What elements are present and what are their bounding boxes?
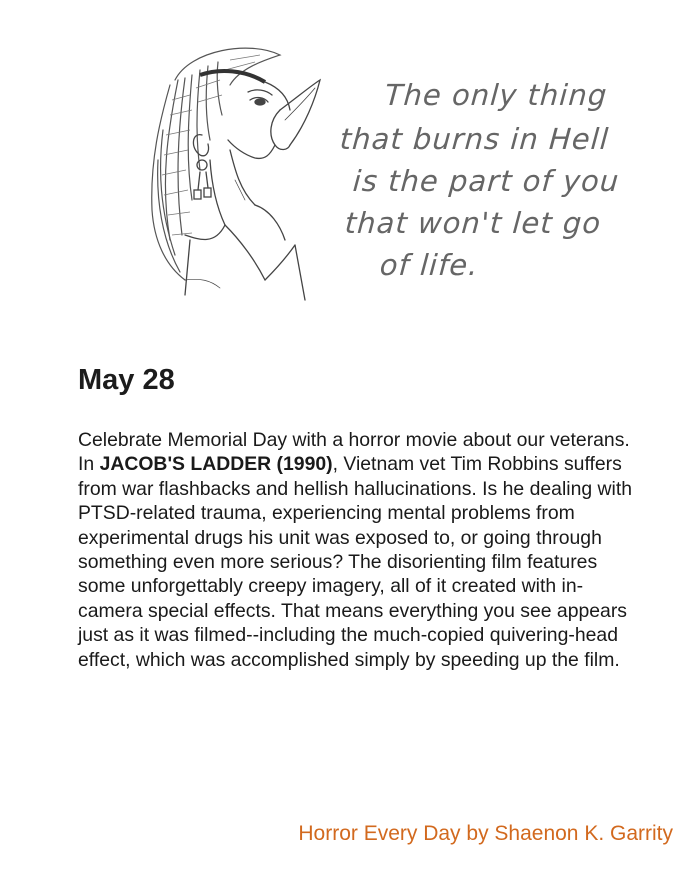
film-title: JACOB'S LADDER (1990) [99,453,333,476]
series-credit: Horror Every Day by Shaenon K. Garrity [298,822,673,845]
caption-line: of life. [378,248,480,282]
entry-body [78,428,638,672]
caption-line: The only thing [383,78,609,112]
caption-line: that burns in Hell [338,122,611,156]
entry-text-intro: Celebrate Memorial Day with a horror movie about our veterans. In [78,429,630,476]
entry-date: May 28 [78,364,175,396]
caption-line: that won't let go [343,206,603,240]
handwritten-caption [335,78,621,298]
entry-text-main: , Vietnam vet Tim Robbins suffers from war flashbacks and hellish hallucinations. Is he dealing with PTSD-related trauma, experiencing mental problems from experimental drugs his unit was exposed to, or going through something even more serious? The disorienting film features some unforgettably creepy imagery, all of it created with in-camera special effects. That means everything you see appears just as it was filmed--including the much-copied quivering-head effect, which was accomplished simply by speeding up the film. [78,453,633,671]
caption-line: is the part of you [351,164,621,198]
